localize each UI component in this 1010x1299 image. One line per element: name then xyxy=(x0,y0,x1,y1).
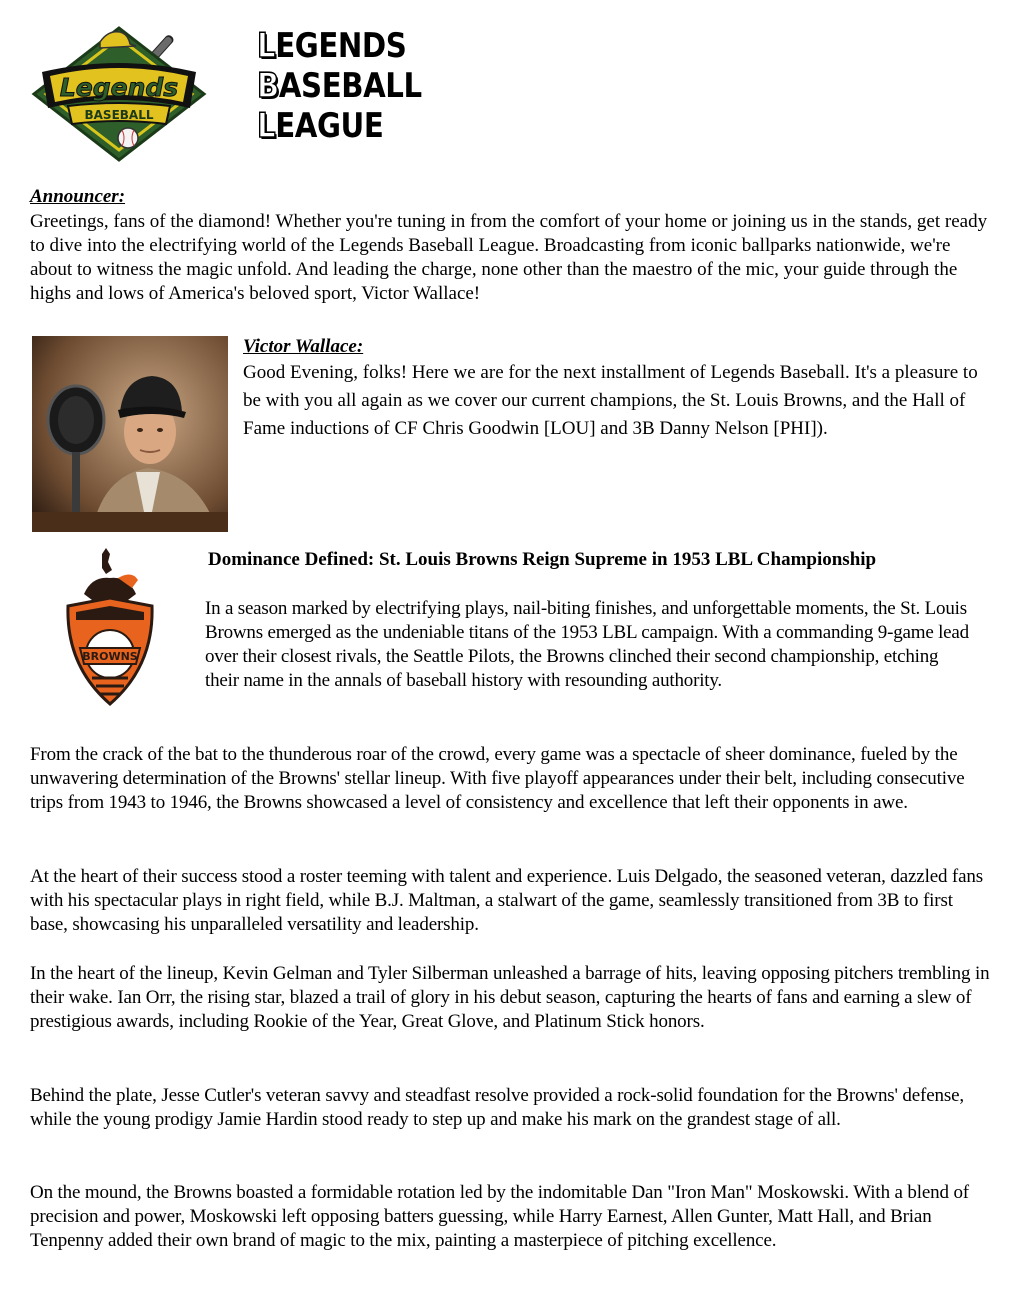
logo-legends-word: Legends xyxy=(59,73,179,102)
announcer-label: Announcer: xyxy=(30,186,126,207)
victor-photo-graphic xyxy=(32,336,228,532)
browns-logo xyxy=(62,548,158,708)
article-paragraph: In the heart of the lineup, Kevin Gelman and Tyler Silberman unleashed a barrage of hits, leaving opposing pitchers trembling in their wake. Ian Orr, the rising star, blazed a trail of glory in his debut season, capturing the hearts of fans and earning a slew of prestigious awards, including Rookie of the Year, Great Glove, and Platinum Stick honors. xyxy=(30,963,990,1032)
victor-label: Victor Wallace: xyxy=(243,336,364,357)
article-intro: In a season marked by electrifying plays, nail-biting finishes, and unforgettable moments, the St. Louis Browns emerged as the undeniable titans of the 1953 LBL campaign. With a commanding 9-game lead over their closest rivals, the Seattle Pilots, the Browns clinched their second championship, etching their name in the annals of baseball history with resounding authority. xyxy=(205,598,969,691)
victor-wallace-section xyxy=(243,336,988,443)
article-paragraph: Behind the plate, Jesse Cutler's veteran savvy and steadfast resolve provided a rock-solid foundation for the Browns' defense, while the young prodigy Jamie Hardin stood ready to step up and make his mark on the grandest stage of all. xyxy=(30,1085,964,1130)
league-logo xyxy=(28,20,210,168)
title-line-baseball: BASEBALL xyxy=(257,66,422,106)
browns-logo-graphic xyxy=(62,548,158,708)
title-line-league: LEAGUE xyxy=(257,106,384,146)
league-logo-graphic xyxy=(28,20,210,168)
logo-baseball-word: BASEBALL xyxy=(84,108,154,122)
browns-logo-word: BROWNS xyxy=(82,650,138,663)
victor-wallace-photo xyxy=(32,336,228,532)
announcer-section xyxy=(30,186,990,306)
article-paragraph: At the heart of their success stood a roster teeming with talent and experience. Luis Delgado, the seasoned veteran, dazzled fans with his spectacular plays in right field, while B.J. Maltman, a stalwart of the game, seamlessly transitioned from 3B to first base, showcasing his unparalleled versatility and leadership. xyxy=(30,866,983,935)
league-title xyxy=(257,26,422,146)
title-line-legends: LEGENDS xyxy=(257,26,407,66)
victor-text: Good Evening, folks! Here we are for the next installment of Legends Baseball. It's a pleasure to be with you all again as we cover our current champions, the St. Louis Browns, and the Hall of Fame inductions of CF Chris Goodwin [LOU] and 3B Danny Nelson [PHI]). xyxy=(243,362,978,439)
announcer-text: Greetings, fans of the diamond! Whether you're tuning in from the comfort of your home or joining us in the stands, get ready to dive into the electrifying world of the Legends Baseball League. Broadcasting from iconic ballparks nationwide, we're about to witness the magic unfold. And leading the charge, none other than the maestro of the mic, your guide through the highs and lows of America's beloved sport, Victor Wallace! xyxy=(30,211,988,304)
article-headline: Dominance Defined: St. Louis Browns Reign Supreme in 1953 LBL Championship xyxy=(208,549,877,570)
article-paragraph: On the mound, the Browns boasted a formidable rotation led by the indomitable Dan "Iron Man" Moskowski. With a blend of precision and power, Moskowski left opposing batters guessing, while Harry Earnest, Allen Gunter, Matt Hall, and Brian Tenpenny added their own brand of magic to the mix, painting a masterpiece of pitching excellence. xyxy=(30,1182,969,1251)
article-paragraph: From the crack of the bat to the thunderous roar of the crowd, every game was a spectacle of sheer dominance, fueled by the unwavering determination of the Browns' stellar lineup. With five playoff appearances under their belt, including consecutive trips from 1943 to 1946, the Browns showcased a level of consistency and excellence that left their opponents in awe. xyxy=(30,744,965,813)
